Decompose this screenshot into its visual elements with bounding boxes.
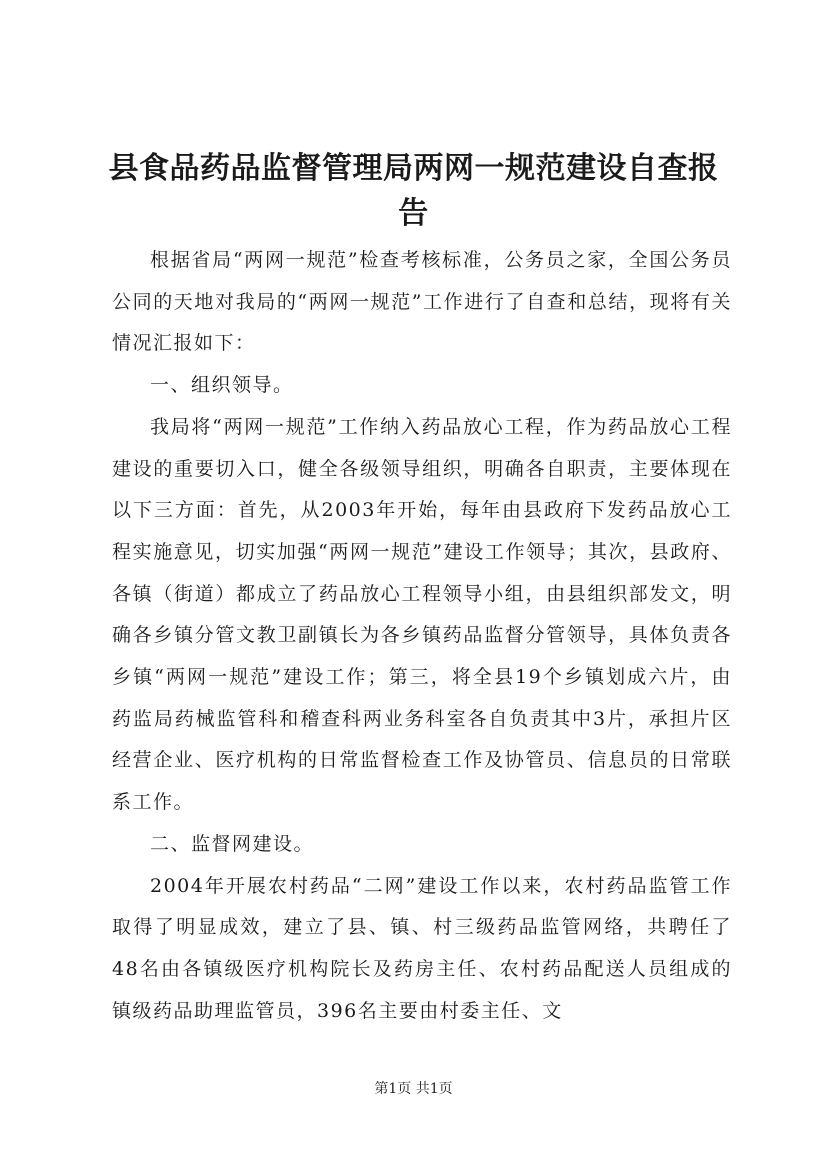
- document-title: 县食品药品监督管理局两网一规范建设自查报告: [108, 151, 719, 231]
- section-heading-supervision-network: 二、监督网建设。: [150, 832, 315, 855]
- section-heading-organization: 一、组织领导。: [150, 374, 294, 397]
- document-body: [112, 240, 732, 1032]
- paragraph-organization: 我局将“两网一规范”工作纳入药品放心工程，作为药品放心工程建设的重要切入口，健全各级领导组织，明确各自职责，主要体现在以下三方面：首先，从2003年开始，每年由县政府下发药品放心工程实施意见，切实加强“两网一规范”建设工作领导；其次，县政府、各镇（街道）都成立了药品放心工程领导小组，由县组织部发文，明确各乡镇分管文教卫副镇长为各乡镇药品监督分管领导，具体负责各乡镇“两网一规范”建设工作；第三，将全县19个乡镇划成六片，由药监局药械监管科和稽查科两业务科室各自负责其中3片，承担片区经营企业、医疗机构的日常监督检查工作及协管员、信息员的日常联系工作。: [112, 415, 732, 814]
- paragraph-intro: 根据省局“两网一规范”检查考核标准，公务员之家，全国公务员公同的天地对我局的“两网一规范”工作进行了自查和总结，现将有关情况汇报如下：: [112, 249, 732, 355]
- paragraph-supervision-network: 2004年开展农村药品“二网”建设工作以来，农村药品监管工作取得了明显成效，建立了县、镇、村三级药品监管网络，共聘任了48名由各镇级医疗机构院长及药房主任、农村药品配送人员组成的镇级药品助理监管员，396名主要由村委主任、文: [112, 874, 732, 1022]
- page-footer: 第1页 共1页: [374, 1081, 453, 1097]
